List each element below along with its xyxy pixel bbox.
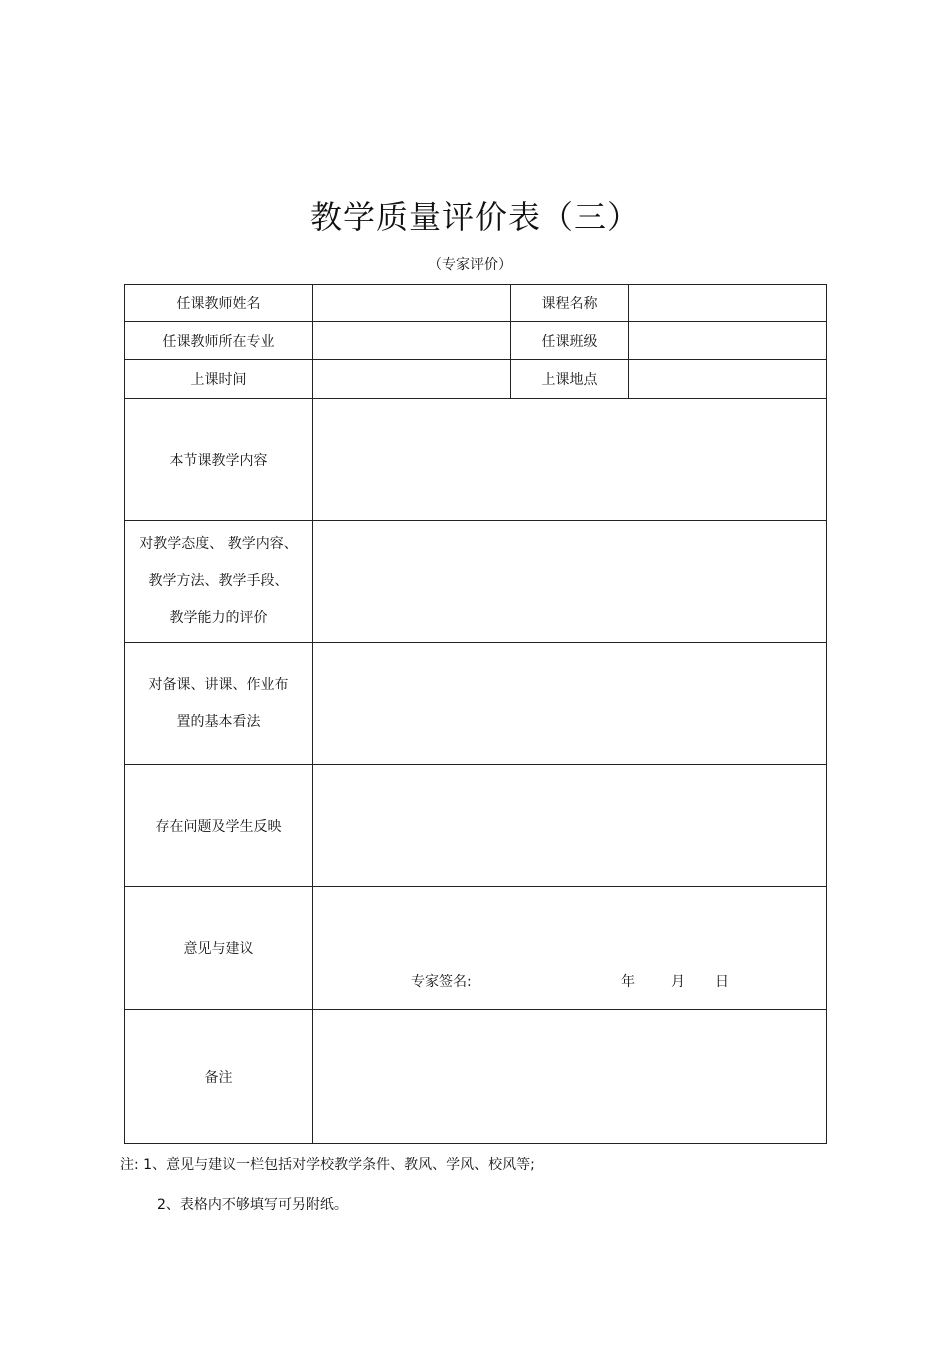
location-label: 上课地点 — [511, 360, 629, 399]
course-name-field[interactable] — [629, 285, 827, 322]
views-label — [125, 643, 313, 765]
teacher-major-field[interactable] — [313, 322, 511, 360]
views-label-line: 对备课、讲课、作业布 — [148, 676, 289, 693]
table-row — [125, 521, 827, 643]
time-label: 上课时间 — [125, 360, 313, 399]
suggestions-label: 意见与建议 — [125, 887, 313, 1010]
evaluation-label-line: 对教学态度、 教学内容、 — [139, 536, 298, 552]
problems-field[interactable] — [313, 765, 827, 887]
table-row — [125, 765, 827, 887]
footnote-2: 2、表格内不够填写可另附纸。 — [157, 1197, 348, 1213]
class-field[interactable] — [629, 322, 827, 360]
views-label-line: 置的基本看法 — [176, 713, 261, 730]
evaluation-label-line: 教学能力的评价 — [169, 610, 268, 626]
footnote-1: 注: 1、意见与建议一栏包括对学校教学条件、教风、学风、校风等; — [120, 1157, 535, 1173]
suggestions-field[interactable] — [313, 887, 827, 1010]
table-row — [125, 360, 827, 399]
page-title: 教学质量评价表（三） — [309, 198, 640, 236]
evaluation-table — [124, 284, 827, 1144]
evaluation-label — [125, 521, 313, 643]
class-label: 任课班级 — [511, 322, 629, 360]
time-field[interactable] — [313, 360, 511, 399]
table-row — [125, 1010, 827, 1144]
content-label: 本节课教学内容 — [125, 399, 313, 521]
content-field[interactable] — [313, 399, 827, 521]
evaluation-label-line: 教学方法、教学手段、 — [148, 573, 289, 589]
signature-month: 月 — [671, 974, 685, 990]
evaluation-field[interactable] — [313, 521, 827, 643]
views-field[interactable] — [313, 643, 827, 765]
teacher-name-label: 任课教师姓名 — [125, 285, 313, 322]
remarks-field[interactable] — [313, 1010, 827, 1144]
table-row — [125, 887, 827, 1010]
table-row — [125, 643, 827, 765]
table-row — [125, 399, 827, 521]
course-name-label: 课程名称 — [511, 285, 629, 322]
page-subtitle: （专家评价） — [428, 257, 512, 273]
table-row — [125, 322, 827, 360]
problems-label: 存在问题及学生反映 — [125, 765, 313, 887]
signature-year: 年 — [621, 974, 635, 990]
remarks-label: 备注 — [125, 1010, 313, 1144]
location-field[interactable] — [629, 360, 827, 399]
signature-label: 专家签名: — [411, 974, 472, 990]
teacher-name-field[interactable] — [313, 285, 511, 322]
teacher-major-label: 任课教师所在专业 — [125, 322, 313, 360]
table-row — [125, 285, 827, 322]
signature-day: 日 — [715, 974, 729, 990]
